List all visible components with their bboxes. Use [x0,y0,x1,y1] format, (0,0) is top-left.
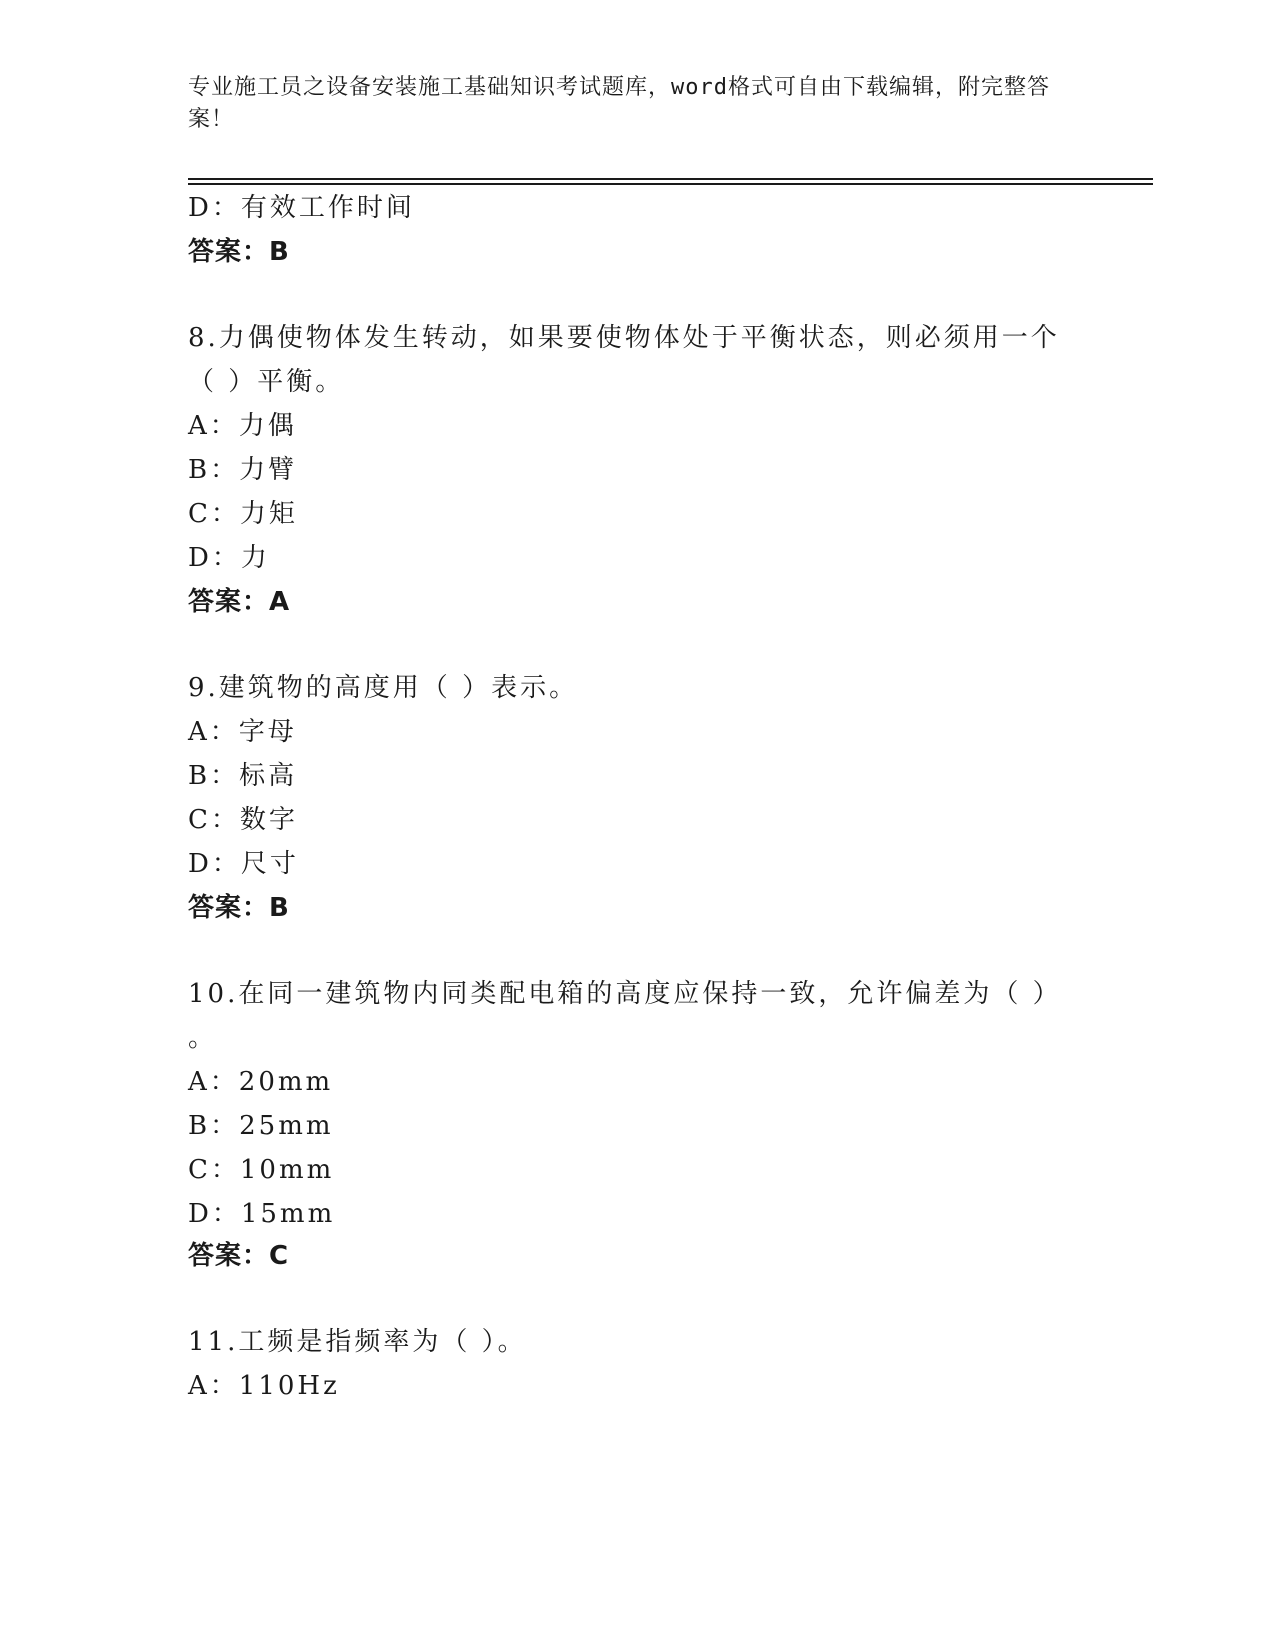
option-d: D：力 [188,543,270,573]
question-stem: 8.力偶使物体发生转动，如果要使物体处于平衡状态，则必须用一个 [188,323,1060,353]
option-b: B：25mm [188,1111,334,1141]
answer-line: 答案：A [188,587,291,617]
option-a: A：20mm [188,1067,334,1097]
question-stem: 9.建筑物的高度用（ ）表示。 [188,673,579,703]
option-a: A：力偶 [188,411,297,441]
question-stem: 10.在同一建筑物内同类配电箱的高度应保持一致，允许偏差为（ ） [188,979,1062,1009]
header-divider-top [188,178,1153,180]
answer-line: 答案：B [188,893,290,923]
option-d: D：有效工作时间 [188,193,415,223]
option-a: A：110Hz [188,1371,340,1401]
answer-line: 答案：C [188,1241,290,1271]
option-d: D：尺寸 [188,849,299,879]
header-divider-bottom [188,183,1153,185]
option-b: B：标高 [188,761,298,791]
question-stem: 11.工频是指频率为（ ）。 [188,1327,527,1357]
answer-line: 答案：B [188,237,290,267]
option-c: C：数字 [188,805,298,835]
option-a: A：字母 [188,717,297,747]
option-c: C：10mm [188,1155,335,1185]
option-b: B：力臂 [188,455,298,485]
option-c: C：力矩 [188,499,298,529]
question-stem-continued: 。 [188,1023,218,1053]
option-d: D：15mm [188,1199,336,1229]
question-stem-continued: （ ）平衡。 [188,367,345,397]
document-header: 专业施工员之设备安装施工基础知识考试题库，word格式可自由下载编辑，附完整答案！ [188,75,1050,132]
